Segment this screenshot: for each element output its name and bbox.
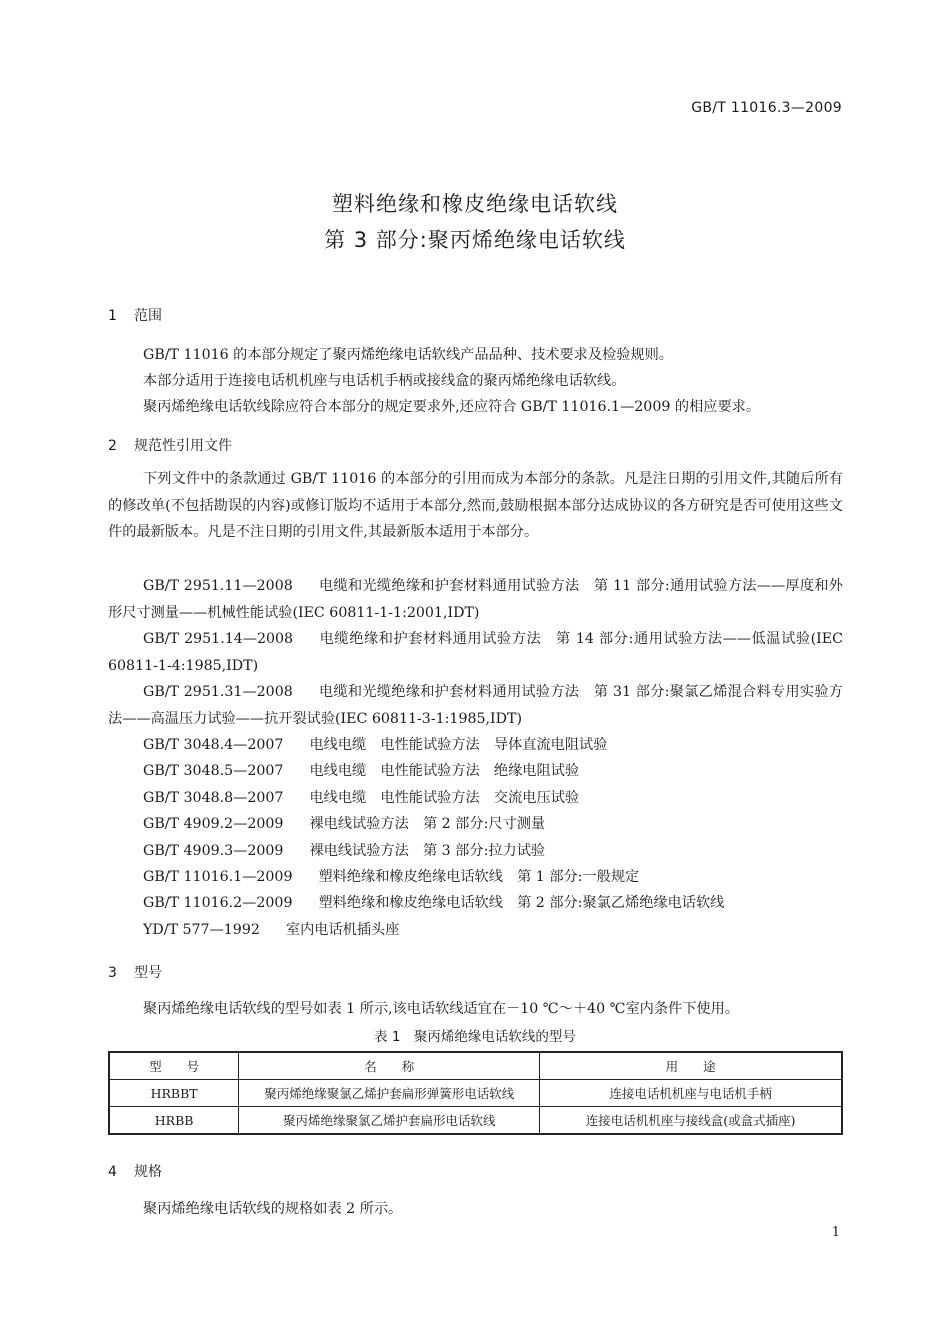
reference-item [108,679,843,732]
reference-code: GB/T 3048.5—2007 [143,763,284,779]
reference-title: 室内电话机插头座 [285,922,400,938]
reference-code: GB/T 4909.3—2009 [143,843,284,859]
reference-title: 塑料绝缘和橡皮绝缘电话软线 第 1 部分:一般规定 [318,869,640,885]
paragraph: 聚丙烯绝缘电话软线除应符合本部分的规定要求外,还应符合 GB/T 11016.1—2009 的相应要求。 [143,399,761,415]
table-header-row [109,1052,842,1080]
section-number: 2 [108,438,117,454]
reference-title: 电线电缆 电性能试验方法 绝缘电阻试验 [309,763,580,779]
page-number: 1 [831,1225,840,1240]
reference-code: YD/T 577—1992 [143,922,260,938]
table-row [109,1080,842,1107]
table-cell: HRBB [109,1107,239,1135]
reference-title: 塑料绝缘和橡皮绝缘电话软线 第 2 部分:聚氯乙烯绝缘电话软线 [318,895,725,911]
reference-item [108,573,843,626]
section-title: 规格 [134,1164,162,1180]
reference-item [108,864,843,891]
document-title-line2: 第 3 部分:聚丙烯绝缘电话软线 [324,228,626,252]
section-number: 4 [108,1164,117,1180]
section-title: 规范性引用文件 [134,438,232,454]
section-1-heading [108,305,162,325]
reference-item [108,785,843,812]
section-number: 3 [108,965,117,981]
table-caption: 表 1 聚丙烯绝缘电话软线的型号 [374,1029,576,1045]
section-2-heading [108,435,232,455]
column-header: 型 号 [109,1052,239,1080]
intro-paragraph: 下列文件中的条款通过 GB/T 11016 的本部分的引用而成为本部分的条款。凡是注日期的引用文件,其随后所有的修改单(不包括勘误的内容)或修订版均不适用于本部分,然而,鼓励根据本部分达成协议的各方研究是否可使用这些文件的最新版本。凡是不注日期的引用文件,其最新版本适用于本部分。 [108,471,843,540]
reference-title: 裸电线试验方法 第 3 部分:拉力试验 [309,843,546,859]
reference-title: 电缆和光缆绝缘和护套材料通用试验方法 第 11 部分:通用试验方法——厚度和外形尺寸测量——机械性能试验(IEC 60811-1-1:2001,IDT) [108,578,843,621]
reference-item [108,811,843,838]
reference-item [108,758,843,785]
paragraph: 聚丙烯绝缘电话软线的型号如表 1 所示,该电话软线适宜在－10 ℃～＋40 ℃室内条件下使用。 [143,1001,739,1017]
reference-title: 电缆绝缘和护套材料通用试验方法 第 14 部分:通用试验方法——低温试验(IEC 60811-1-4:1985,IDT) [108,631,843,674]
reference-code: GB/T 4909.2—2009 [143,816,284,832]
reference-item [108,917,843,944]
section-title: 型号 [134,965,162,981]
table-cell: 聚丙烯绝缘聚氯乙烯护套扁形弹簧形电话软线 [239,1080,540,1107]
reference-item [108,838,843,865]
table-cell: 连接电话机机座与电话机手柄 [540,1080,842,1107]
section-number: 1 [108,308,117,324]
column-header: 用 途 [540,1052,842,1080]
reference-item [108,890,843,917]
model-table [108,1051,843,1135]
document-title-line1: 塑料绝缘和橡皮绝缘电话软线 [332,192,618,216]
reference-code: GB/T 2951.14—2008 [143,631,294,647]
paragraph: 本部分适用于连接电话机机座与电话机手柄或接线盒的聚丙烯绝缘电话软线。 [143,373,626,389]
reference-code: GB/T 11016.2—2009 [143,895,293,911]
paragraph: GB/T 11016 的本部分规定了聚丙烯绝缘电话软线产品品种、技术要求及检验规则。 [143,347,673,363]
table-cell: 连接电话机机座与接线盒(或盒式插座) [540,1107,842,1135]
reference-title: 电线电缆 电性能试验方法 导体直流电阻试验 [309,737,608,753]
column-header: 名 称 [239,1052,540,1080]
reference-code: GB/T 2951.11—2008 [143,578,293,594]
reference-title: 电线电缆 电性能试验方法 交流电压试验 [309,790,580,806]
section-title: 范围 [134,308,162,324]
reference-item [108,732,843,759]
reference-title: 电缆和光缆绝缘和护套材料通用试验方法 第 31 部分:聚氯乙烯混合料专用实验方法——高温压力试验——抗开裂试验(IEC 60811-3-1:1985,IDT) [108,684,843,727]
reference-code: GB/T 11016.1—2009 [143,869,293,885]
paragraph: 聚丙烯绝缘电话软线的规格如表 2 所示。 [143,1201,403,1217]
table-row [109,1107,842,1135]
reference-code: GB/T 3048.4—2007 [143,737,284,753]
standard-number: GB/T 11016.3—2009 [691,100,842,116]
table-cell: HRBBT [109,1080,239,1107]
section-3-heading [108,962,162,982]
reference-code: GB/T 2951.31—2008 [143,684,293,700]
reference-title: 裸电线试验方法 第 2 部分:尺寸测量 [309,816,546,832]
reference-code: GB/T 3048.8—2007 [143,790,284,806]
reference-item [108,626,843,679]
section-4-heading [108,1161,162,1181]
table-cell: 聚丙烯绝缘聚氯乙烯护套扁形电话软线 [239,1107,540,1135]
